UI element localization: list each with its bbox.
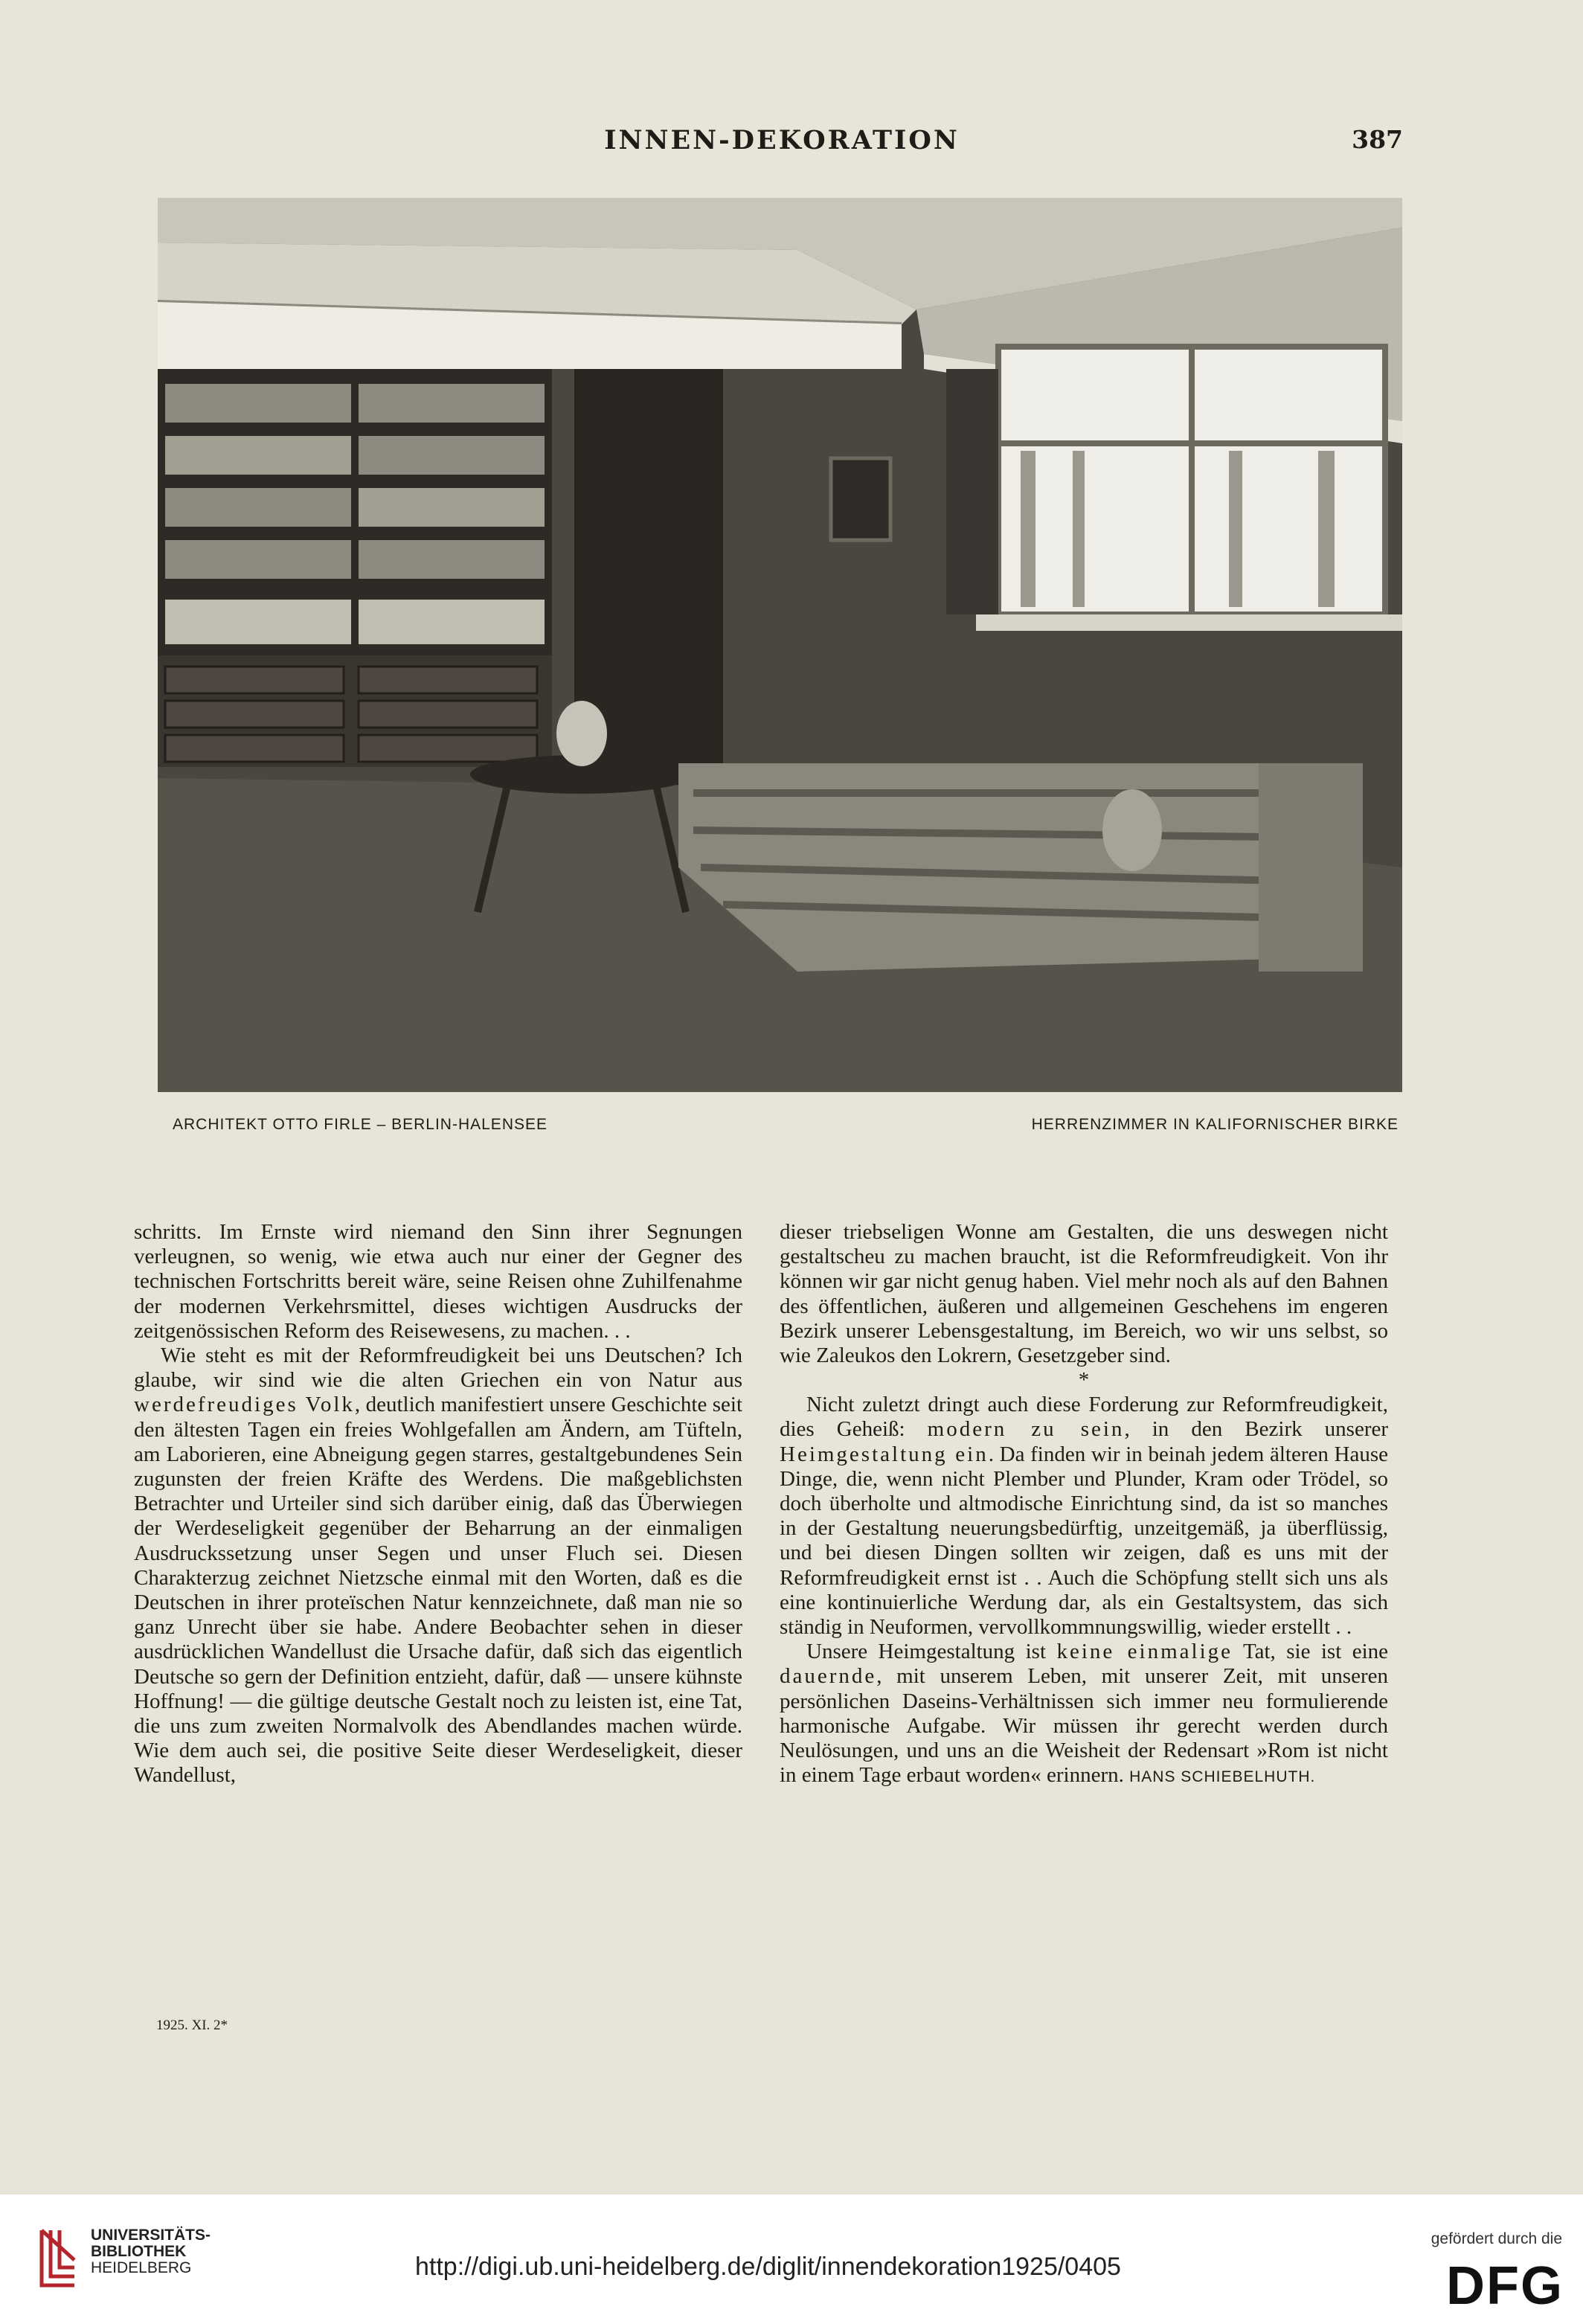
- page-number: 387: [1352, 125, 1403, 154]
- university-library-logo-icon: [36, 2224, 80, 2291]
- text-run: , mit unserem Leben, mit unserer Zeit, mit unseren persönlichen Daseins-Verhältnissen sich immer neu formulierende harmonische Aufgabe. Wir müssen ihr gerecht werden durch Neulösungen, und uns an die Weisheit der Redensart »Rom ist nicht in einem Tage erbaut worden« erinnern.: [780, 1664, 1388, 1788]
- emphasized-text: keine einmalige: [1056, 1640, 1233, 1664]
- text-run: Nicht zuletzt dringt auch diese Forderung zur Reformfreudigkeit, dies Geheiß:: [780, 1393, 1388, 1442]
- text-run: , in den Bezirk unserer: [1124, 1417, 1389, 1442]
- library-name-line: HEIDELBERG: [91, 2259, 192, 2276]
- text-run: Unsere Heimgestaltung ist: [806, 1640, 1047, 1664]
- paragraph: [780, 1393, 1388, 1640]
- author-signature: HANS SCHIEBELHUTH.: [1129, 1768, 1316, 1786]
- emphasized-text: werdefreudiges Volk: [134, 1393, 355, 1417]
- text-column-right: [780, 1220, 1388, 1789]
- emphasized-text: Heimgestaltung ein: [780, 1442, 989, 1466]
- text-run: . Da finden wir in beinah jedem älteren Hause Dinge, die, wenn nicht Plember und Plunder, Kram oder Trödel, so doch überholte und altmodische Einrichtung sind, da ist so manches in der Gestaltung neuerungsbedürftig, unzeitgemäß, ja überflüssig, und bei diesen Dingen sollten wir zeigen, daß es uns mit der Reformfreudigkeit ernst ist . . Auch die Schöpfung stellt sich uns als eine kontinuierliche Werdung dar, als ein Gestaltsystem, das sich ständig in Neuformen, vervollkommnungswillig, wieder erstellt . .: [780, 1442, 1388, 1640]
- library-name: [91, 2227, 211, 2276]
- page-header: [161, 125, 1403, 162]
- dfg-logo: DFG: [1446, 2256, 1564, 2316]
- library-name-line: UNIVERSITÄTS-: [91, 2227, 211, 2244]
- section-separator: *: [1078, 1368, 1090, 1393]
- interior-photograph: [158, 198, 1402, 1092]
- text-column-left: [134, 1220, 742, 1788]
- paragraph: [780, 1640, 1388, 1789]
- paragraph: schritts. Im Ernste wird niemand den Sinn ihrer Segnungen verleugnen, so wenig, wie etwa auch nur einer der Gegner des technischen Fortschritts bereit wäre, seine Reisen ohne Zuhilfenahme der modernen Verkehrsmittel, dieses wichtigen Ausdrucks der zeitgenössischen Reform des Reisewesens, zu machen. . .: [134, 1220, 742, 1343]
- paragraph: dieser triebseligen Wonne am Gestalten, die uns deswegen nicht gestaltscheu zu machen braucht, ist die Reformfreudigkeit. Von ihr können wir gar nicht genug haben. Viel mehr noch als auf den Bahnen des öffentlichen, äußeren und allgemeinen Geschehens im engeren Bezirk unserer Lebensgestaltung, im Bereich, wo wir uns selbst, so wie Zaleukos den Lokrern, Gesetzgeber sind.: [780, 1220, 1388, 1368]
- emphasized-text: dauernde: [780, 1664, 877, 1689]
- permalink-url[interactable]: http://digi.ub.uni-heidelberg.de/diglit/innendekoration1925/0405: [415, 2253, 1121, 2281]
- print-signature-mark: 1925. XI. 2*: [156, 2018, 228, 2033]
- text-run: , deutlich manifestiert unsere Geschichte seit den ältesten Tagen ein freies Wohlgefallen am Ändern, am Tüfteln, am Laborieren, eine Abneigung gegen starres, gestaltgebundenes Sein zugunsten der freien Kräfte des Werdens. Die maßgeblichsten Betrachter und Urteiler sind sich darüber einig, daß das Überwiegen der Werdeseligkeit gegenüber der Beharrung an der einmaligen Ausdruckssetzung unser Segen und unser Fluch sei. Diesen Charakterzug zeichnet Nietzsche einmal mit den Worten, daß es die Deutschen in ihrer proteïschen Natur kennzeichnete, daß man nie so ganz Unrecht über sie habe. Andere Beobachter sehen in dieser ausdrücklichen Wandellust die Ursache dafür, daß sich das eigentlich Deutsche so gern der Definition entzieht, dafür, daß — unsere kühnste Hoffnung! — die gültige deutsche Gestalt noch zu leisten ist, eine Tat, die uns zum zweiten Normalvolk des Abendlandes machen würde. Wie dem auch sei, die positive Seite dieser Werdeseligkeit, dieser Wandellust,: [134, 1393, 743, 1788]
- caption-architect: ARCHITEKT OTTO FIRLE – BERLIN-HALENSEE: [173, 1116, 548, 1133]
- library-name-line: BIBLIOTHEK: [91, 2243, 187, 2260]
- running-title: INNEN-DEKORATION: [604, 125, 960, 155]
- funded-by-label: gefördert durch die: [1431, 2230, 1562, 2247]
- caption-room-title: HERRENZIMMER IN KALIFORNISCHER BIRKE: [1031, 1116, 1399, 1133]
- photo-illustration: [158, 198, 1402, 1092]
- emphasized-text: modern zu sein: [927, 1417, 1125, 1442]
- text-run: Wie steht es mit der Reformfreudigkeit bei uns Deutschen? Ich glaube, wir sind wie die alten Griechen ein von Natur aus: [134, 1344, 742, 1393]
- digitization-footer: [0, 2195, 1583, 2324]
- text-run: Tat, sie ist eine: [1242, 1640, 1388, 1664]
- paragraph: [134, 1344, 742, 1788]
